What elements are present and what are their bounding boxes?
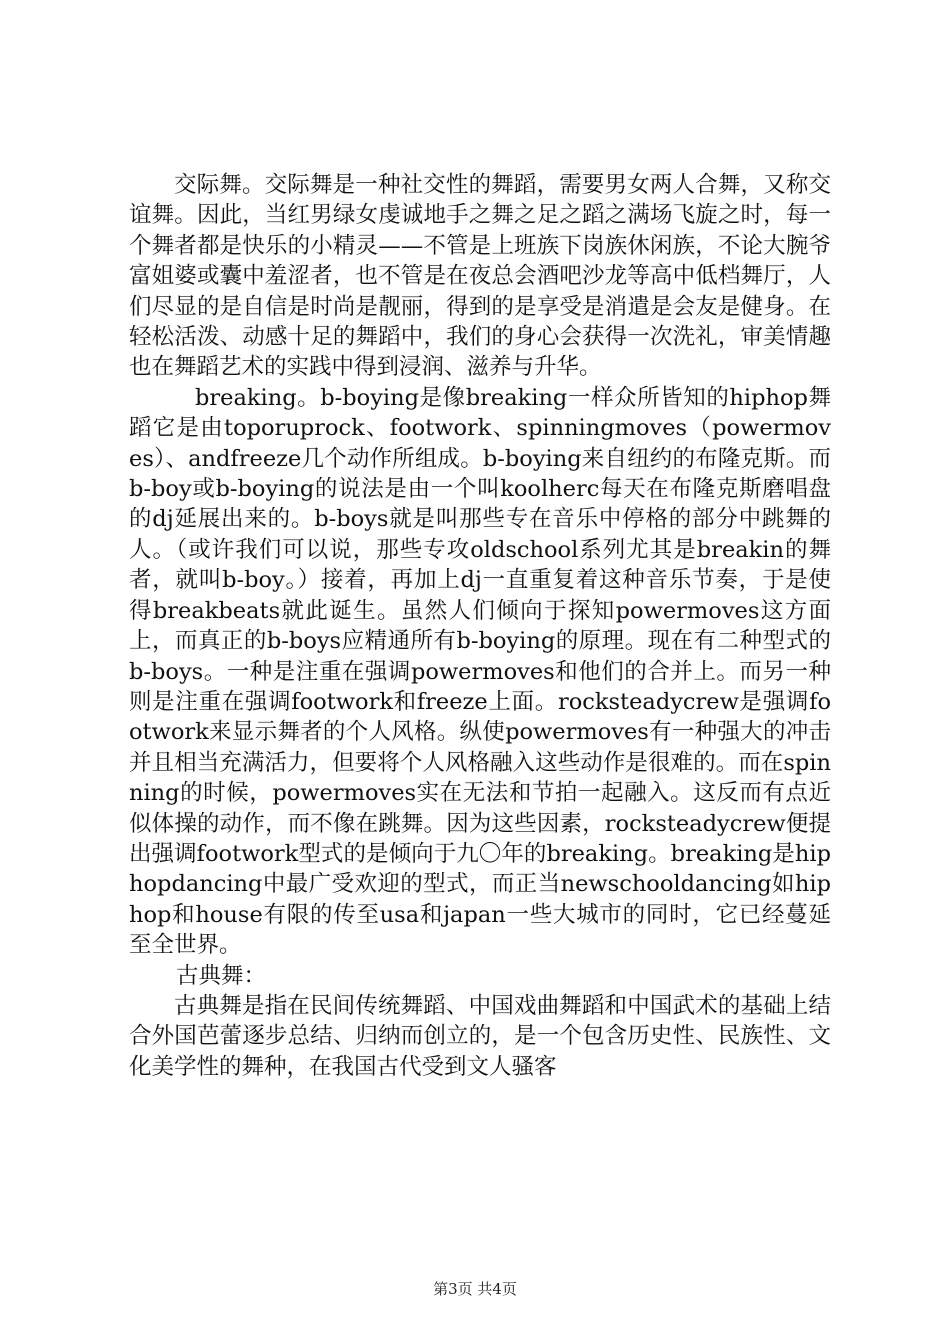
paragraph-classical-dance: 古典舞是指在民间传统舞蹈、中国戏曲舞蹈和中国武术的基础上结合外国芭蕾逐步总结、归纳而创立的，是一个包含历史性、民族性、文化美学性的舞种，在我国古代受到文人骚客 xyxy=(129,992,831,1080)
section-heading-classical-dance: 古典舞： xyxy=(176,962,267,989)
document-body xyxy=(129,170,831,1082)
paragraph-breaking: breaking。b-boying是像breaking一样众所皆知的hiphop舞蹈它是由toporuprock、footwork、spinningmoves（powermoves）、andfreeze几个动作所组成。b-boying来自纽约的布隆克斯。而b-boy或b-boying的说法是由一个叫koolherc每天在布隆克斯磨唱盘的dj延展出来的。b-boys就是叫那些专在音乐中停格的部分中跳舞的人。（或许我们可以说，那些专攻oldschool系列尤其是breakin的舞者，就叫b-boy。）接着，再加上dj一直重复着这种音乐节奏，于是使得breakbeats就此诞生。虽然人们倾向于探知powermoves这方面上，而真正的b-boys应精通所有b-boying的原理。现在有二种型式的b-boys。一种是注重在强调powermoves和他们的合并上。而另一种则是注重在强调footwork和freeze上面。rocksteadycrew是强调footwork来显示舞者的个人风格。纵使powermoves有一种强大的冲击并且相当充满活力，但要将个人风格融入这些动作是很难的。而在spinning的时候，powermoves实在无法和节拍一起融入。这反而有点近似体操的动作，而不像在跳舞。因为这些因素，rocksteadycrew便提出强调footwork型式的是倾向于九〇年的breaking。breaking是hiphopdancing中最广受欢迎的型式，而正当newschooldancing如hiphop和house有限的传至usa和japan一些大城市的同时，它已经蔓延至全世界。 xyxy=(129,384,831,959)
paragraph-ballroom-dance: 交际舞。交际舞是一种社交性的舞蹈，需要男女两人合舞，又称交谊舞。因此，当红男绿女虔诚地手之舞之足之蹈之满场飞旋之时，每一个舞者都是快乐的小精灵——不管是上班族下岗族休闲族，不论大腕爷富姐婆或囊中羞涩者，也不管是在夜总会酒吧沙龙等高中低档舞厅，人们尽显的是自信是时尚是靓丽，得到的是享受是消遣是会友是健身。在轻松活泼、动感十足的舞蹈中，我们的身心会获得一次洗礼，审美情趣也在舞蹈艺术的实践中得到浸润、滋养与升华。 xyxy=(129,172,831,381)
page-footer: 第3页 共4页 xyxy=(433,1280,517,1298)
